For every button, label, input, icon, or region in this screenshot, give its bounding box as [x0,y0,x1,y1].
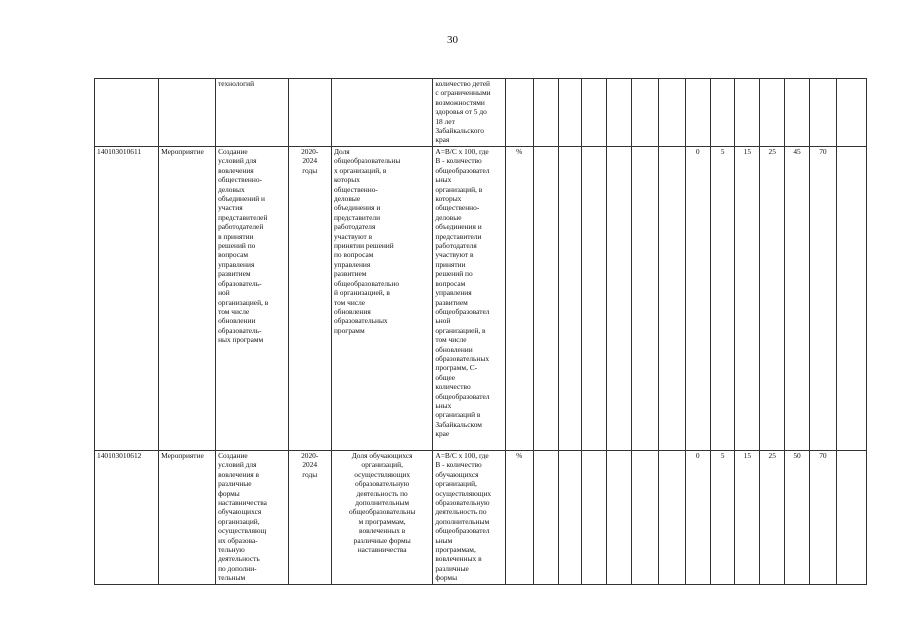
cell-empty [558,147,582,451]
cell-value: 50 [785,451,810,585]
cell-period [288,79,331,147]
cell-empty [607,451,632,585]
cell-formula: A=B/C x 100, где B - количество общеобразовател ьных организаций, в которых общественно- деловые объединения и представители работодателя участвуют в принятии решений по вопросам управления развитием общеобразовател ьной организацией, в том числе обновлении образовательных программ, C- общее количество общеобразовател ьных организаций в Забайкальском крае [433,147,505,451]
cell-empty [533,147,558,451]
cell-type: Мероприятие [159,147,216,451]
cell-value [710,79,735,147]
cell-empty [558,79,582,147]
cell-empty [632,451,659,585]
cell-value [735,79,760,147]
cell-empty [658,79,685,147]
cell-value: 70 [809,451,836,585]
cell-empty [836,79,866,147]
cell-empty [658,147,685,451]
cell-empty [836,451,866,585]
cell-unit [505,79,533,147]
cell-empty [533,79,558,147]
cell-value: 15 [735,147,760,451]
cell-unit: % [505,451,533,585]
cell-value: 5 [710,147,735,451]
cell-value [785,79,810,147]
cell-code [95,79,159,147]
cell-empty [582,451,607,585]
cell-empty [658,451,685,585]
page-number: 30 [447,34,458,46]
cell-empty [607,79,632,147]
cell-indicator [331,79,432,147]
cell-type: Мероприятие [159,451,216,585]
cell-empty [632,79,659,147]
cell-code: 140103010612 [95,451,159,585]
cell-period: 2020- 2024 годы [288,147,331,451]
cell-value: 25 [760,451,785,585]
cell-value: 45 [785,147,810,451]
table-row [95,451,867,585]
cell-empty [632,147,659,451]
cell-empty [836,147,866,451]
cell-code: 140103010611 [95,147,159,451]
cell-unit: % [505,147,533,451]
cell-name: технологий [216,79,288,147]
cell-indicator: Доля обучающихся организаций, осуществляющих образовательную деятельность по дополнительным общеобразовательны м программам, вовлеченных в различные формы наставничества [331,451,432,585]
cell-name: Создание условий для вовлечения в различные формы наставничества обучающихся организаций, осуществляющ их образова- тельную деятельность по дополни- тельным [216,451,288,585]
cell-type [159,79,216,147]
cell-value [809,79,836,147]
cell-empty [533,451,558,585]
cell-name: Создание условий для вовлечения общественно- деловых объединений и участия представителей работодателей в принятии решений по вопросам управления развитием образователь- ной организацией, в том числе обновлении образователь- ных программ [216,147,288,451]
cell-value [760,79,785,147]
cell-empty [607,147,632,451]
program-table [94,78,867,585]
cell-empty [558,451,582,585]
cell-empty [582,79,607,147]
cell-value: 25 [760,147,785,451]
table-row [95,79,867,147]
cell-value: 5 [710,451,735,585]
cell-value: 15 [735,451,760,585]
cell-formula: A=B/C x 100, где B - количество обучающихся организаций, осуществляющих образовательную деятельность по дополнительным общеобразовател ьным программам, вовлеченных в различные формы [433,451,505,585]
cell-value [685,79,710,147]
table-row [95,147,867,451]
cell-period: 2020- 2024 годы [288,451,331,585]
cell-indicator: Доля общеобразовательны х организаций, в которых общественно- деловые объединения и представители работодателя участвуют в принятии решений по вопросам управления развитием общеобразовательно й организацией, в том числе обновления образовательных программ [331,147,432,451]
cell-empty [582,147,607,451]
cell-value: 70 [809,147,836,451]
cell-value: 0 [685,147,710,451]
cell-value: 0 [685,451,710,585]
cell-formula: количество детей с ограниченными возможностями здоровья от 5 до 18 лет Забайкальского края [433,79,505,147]
